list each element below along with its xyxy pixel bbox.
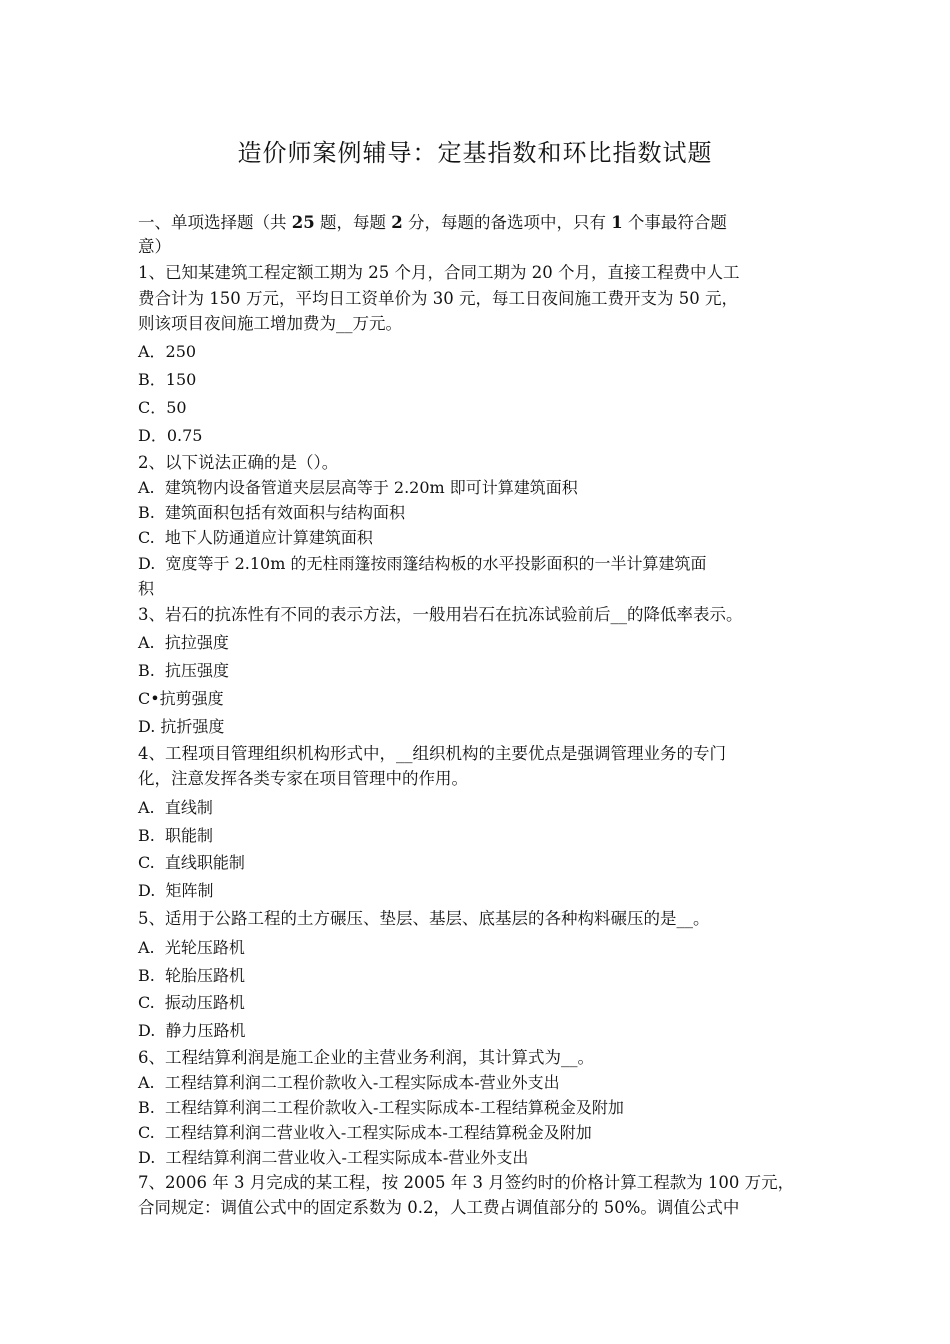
- score-per-question: 2: [391, 213, 403, 232]
- question-2-option-d-cont: 积: [138, 579, 155, 598]
- question-2-option-d: D. 宽度等于 2.10m 的无柱雨篷按雨篷结构板的水平投影面积的一半计算建筑面: [138, 554, 707, 573]
- document-title: 造价师案例辅导：定基指数和环比指数试题: [237, 139, 713, 167]
- question-1-option-b: B．150: [138, 370, 197, 389]
- question-3-option-b: B. 抗压强度: [138, 661, 230, 680]
- question-6-option-c: C. 工程结算利润二营业收入-工程实际成本-工程结算税金及附加: [138, 1123, 592, 1142]
- question-3-text: 3、岩石的抗冻性有不同的表示方法，一般用岩石在抗冻试验前后__的降低率表示。: [138, 605, 743, 624]
- question-2-option-c: C. 地下人防通道应计算建筑面积: [138, 528, 373, 547]
- question-6-text: 6、工程结算利润是施工企业的主营业务利润，其计算式为__。: [138, 1048, 594, 1067]
- question-3-option-c: C•抗剪强度: [138, 689, 224, 708]
- question-4-text: 化，注意发挥各类专家在项目管理中的作用。: [138, 769, 468, 788]
- question-1-text: 则该项目夜间施工增加费为__万元。: [138, 314, 402, 333]
- question-1-option-d: D．0.75: [138, 426, 203, 445]
- question-1-text: 1、已知某建筑工程定额工期为 25 个月，合同工期为 20 个月，直接工程费中人工: [138, 263, 740, 282]
- question-1-text: 费合计为 150 万元，平均日工资单价为 30 元，每工日夜间施工费开支为 50 元，: [138, 289, 738, 308]
- section-heading-text: 个事最符合题: [622, 213, 727, 232]
- question-6-option-a: A. 工程结算利润二工程价款收入-工程实际成本-营业外支出: [138, 1073, 560, 1092]
- question-5-option-c: C. 振动压路机: [138, 993, 245, 1012]
- question-2-option-a: A. 建筑物内设备管道夹层层高等于 2.20m 即可计算建筑面积: [138, 478, 578, 497]
- question-6-option-b: B. 工程结算利润二工程价款收入-工程实际成本-工程结算税金及附加: [138, 1098, 624, 1117]
- section-heading-text: 题，每题: [314, 213, 392, 232]
- question-4-option-b: B. 职能制: [138, 826, 214, 845]
- question-7-text: 7、2006 年 3 月完成的某工程，按 2005 年 3 月签约时的价格计算工程款为 100 万元，: [138, 1173, 795, 1192]
- question-2-text: 2、以下说法正确的是（）。: [138, 453, 339, 472]
- question-5-text: 5、适用于公路工程的土方碾压、垫层、基层、底基层的各种构料碾压的是__。: [138, 909, 710, 928]
- question-6-option-d: D. 工程结算利润二营业收入-工程实际成本-营业外支出: [138, 1148, 529, 1167]
- question-3-option-a: A. 抗拉强度: [138, 633, 229, 652]
- question-1-option-a: A．250: [138, 342, 197, 361]
- question-7-text: 合同规定：调值公式中的固定系数为 0.2，人工费占调值部分的 50%。调值公式中: [138, 1198, 740, 1217]
- question-5-option-d: D. 静力压路机: [138, 1021, 246, 1040]
- question-5-option-a: A. 光轮压路机: [138, 938, 245, 957]
- question-1-option-c: C．50: [138, 398, 187, 417]
- section-heading-text: 分，每题的备选项中，只有: [402, 213, 612, 232]
- section-heading-text: 一、单项选择题（共: [138, 213, 292, 232]
- question-5-option-b: B. 轮胎压路机: [138, 966, 246, 985]
- section-heading-cont: 意）: [138, 237, 171, 256]
- question-4-option-d: D. 矩阵制: [138, 881, 214, 900]
- section-heading: [138, 212, 727, 234]
- question-count: 25: [291, 213, 315, 232]
- question-4-option-c: C. 直线职能制: [138, 853, 245, 872]
- question-2-option-b: B. 建筑面积包括有效面积与结构面积: [138, 503, 406, 522]
- question-4-text: 4、工程项目管理组织机构形式中，__组织机构的主要优点是强调管理业务的专门: [138, 744, 726, 763]
- answer-count: 1: [611, 213, 623, 232]
- question-4-option-a: A. 直线制: [138, 798, 213, 817]
- question-3-option-d: D. 抗折强度: [138, 717, 225, 736]
